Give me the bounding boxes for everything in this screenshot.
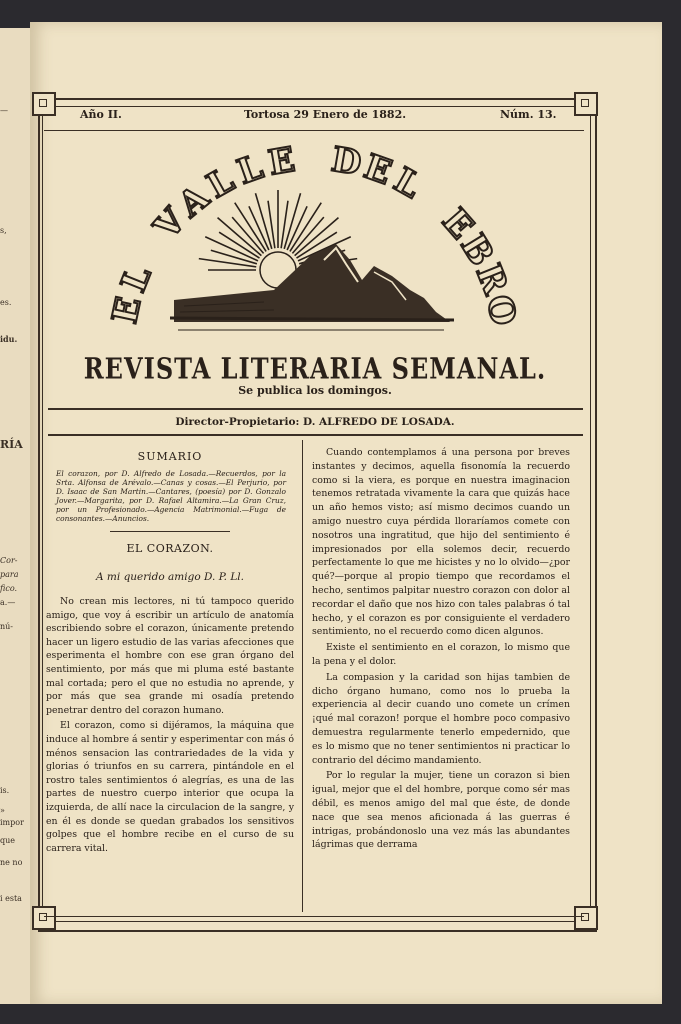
bottom-rule bbox=[44, 916, 584, 917]
sumario-text: El corazon, por D. Alfredo de Losada.—Recuerdos, por la Srta. Alfonsa de Arévalo.—Canas y cosas.—El Perjurio, por D. Isaac de San Martin.—Cantares, (poesía) por D. Gonzalo Jover.—Margarita, por D. Rafael Altamira.—La Gran Cruz, por un Profesionado.—Agencia Matrimonial.—Fuga de consonantes.—Anuncios. bbox=[56, 469, 286, 523]
left-fragment: es. bbox=[0, 298, 12, 307]
left-fragment: impor bbox=[0, 818, 24, 827]
mountain-icon bbox=[170, 244, 454, 330]
article-paragraph: Existe el sentimiento en el corazon, lo mismo que la pena y el dolor. bbox=[312, 642, 570, 667]
left-fragment: que bbox=[0, 836, 16, 845]
left-fragment: ne no bbox=[0, 858, 23, 867]
masthead-letter: L bbox=[387, 160, 428, 207]
ornament-star-icon bbox=[574, 906, 598, 930]
masthead-letter: E bbox=[104, 293, 150, 328]
left-fragment: » bbox=[0, 806, 5, 815]
article-paragraph: El corazon, como si dijéramos, la máquina que induce al hombre á sentir y esperimentar con más ó ménos sensacion las contrariedades de la vida y glorias ó triunfos en su carrera, pintándole en el rostro tales sentimientos ó alegrías, es una de las partes de nuestro cuerpo interior que ocupa la izquierda, de allí nace la circulacion de la sangre, y en él es donde se quedan grabados los sensitivos golpes que el hombre recibe en el curso de su carrera vital. bbox=[46, 720, 294, 854]
sumario-heading: SUMARIO bbox=[137, 450, 203, 463]
divider bbox=[110, 531, 230, 532]
masthead-letter: O bbox=[478, 291, 524, 329]
newspaper-page bbox=[30, 22, 662, 1004]
left-fragment: is. bbox=[0, 786, 10, 795]
header-rule bbox=[44, 130, 584, 131]
divider bbox=[48, 434, 583, 436]
masthead-letter: R bbox=[467, 258, 516, 300]
director-line: Director-Propietario: D. ALFREDO DE LOSADA. bbox=[175, 416, 455, 428]
left-fragment: Cor- bbox=[0, 556, 18, 565]
issue-year: Año II. bbox=[80, 108, 122, 121]
publication-title: REVISTA LITERARIA SEMANAL. bbox=[83, 351, 547, 386]
masthead-letter: L bbox=[113, 260, 160, 298]
left-fragment: idu. bbox=[0, 334, 18, 344]
article-dedication: A mi querido amigo D. P. Ll. bbox=[96, 571, 244, 583]
masthead-logo bbox=[74, 140, 554, 355]
issue-number: Núm. 13. bbox=[500, 108, 557, 121]
article-paragraph: No crean mis lectores, ni tú tampoco querido amigo, que voy á escribir un artículo de anatomía escribiendo sobre el corazon, únicamente pretendo hacer un ligero estudio de las varias afecciones que esperimenta el hombre con ese gran órgano del sentimiento, por más que mi pluma esté bastante mal cortada; pero el que no estudia no aprende, y por más que sea grande mi osadía pretendo penetrar dentro del corazon humano. bbox=[46, 596, 294, 716]
article-paragraph: Cuando contemplamos á una persona por breves instantes y decimos, aquella fisonomía la recuerdo como si la viera, es porque en nuestra imaginacion tenemos retratada vivamente la cara que quizás hace un año hemos visto; así mismo decimos cuando un amigo nuestro cuya pérdida lloraríamos comete con nosotros una ingratitud, que hijo del sentimiento é impresionados por ella solemos decir, recuerdo perfectamente lo que me hicistes y no lo olvido—¿por qué?—porque al propio tiempo que recordamos el hecho, sentimos palpitar nuestro corazon con dolor al recordar el daño que nos hizo con tales palabras ó tal hecho, y el corazon es por consiguiente el verdadero sentimiento, no el recuerdo como dicen algunos. bbox=[312, 447, 570, 638]
article-paragraph: Por lo regular la mujer, tiene un corazon si bien igual, mejor que el del hombre, porque como sér mas débil, es menos amigo del mal que éste, de donde nace que sea menos aficionada á las guerras é intrigas, probándonoslo una vez más las abundantes lágrimas que derrama bbox=[312, 770, 570, 851]
left-fragment: s, bbox=[0, 226, 7, 235]
left-fragment: fico. bbox=[0, 584, 18, 593]
left-fragment: para bbox=[0, 570, 19, 579]
left-fragment: — bbox=[0, 106, 8, 115]
left-fragment: i esta bbox=[0, 894, 22, 903]
masthead-letter: A bbox=[170, 177, 217, 226]
masthead-letter: L bbox=[232, 147, 269, 193]
left-fragment: RÍA bbox=[0, 438, 23, 451]
article-title: EL CORAZON. bbox=[126, 542, 214, 555]
masthead-letter: B bbox=[452, 227, 502, 273]
ornament-star-icon bbox=[32, 906, 56, 930]
masthead-letter: L bbox=[200, 160, 241, 207]
masthead-letter: E bbox=[434, 201, 482, 247]
left-fragment: nú- bbox=[0, 622, 14, 631]
left-column bbox=[46, 446, 294, 857]
ornament-star-icon bbox=[32, 92, 56, 116]
masthead-letter: E bbox=[358, 146, 397, 194]
issue-place-date: Tortosa 29 Enero de 1882. bbox=[244, 108, 407, 121]
publication-subtitle: Se publica los domingos. bbox=[238, 384, 392, 397]
right-column bbox=[312, 446, 570, 854]
masthead-letter: D bbox=[328, 140, 365, 184]
divider bbox=[48, 408, 583, 410]
article-paragraph: La compasion y la caridad son hijas tambien de dicho órgano humano, como nos lo prueba la experiencia al decir cuando uno comete un crímen ¡qué mal corazon! porque el hombre poco compasivo demuestra regularmente tenerlo empedernido, que es lo mismo que no tener sentimientos ni practicar lo contrario del décimo mandamiento. bbox=[312, 671, 570, 766]
left-fragment: a.— bbox=[0, 598, 16, 607]
masthead-letter: E bbox=[265, 140, 298, 184]
left-page-edge bbox=[0, 28, 32, 1004]
column-divider bbox=[302, 440, 303, 912]
ornament-star-icon bbox=[574, 92, 598, 116]
masthead-letter: V bbox=[146, 200, 195, 248]
